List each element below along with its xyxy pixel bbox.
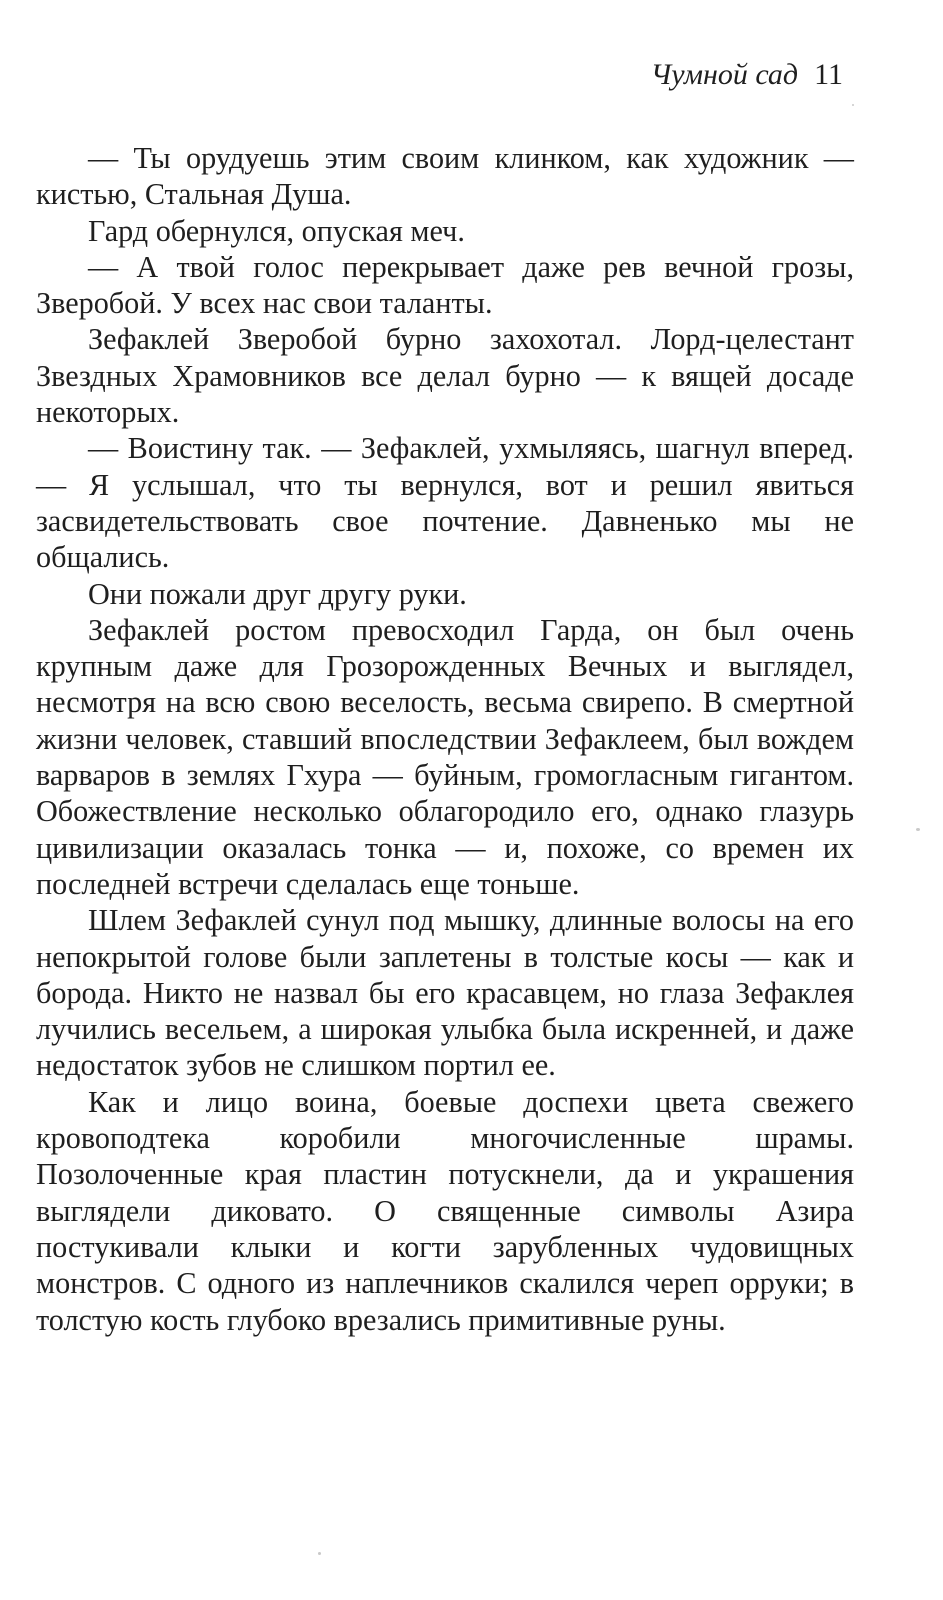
paragraph: Зефаклей ростом превосходил Гарда, он был очень крупным даже для Грозорожденных Вечных и выглядел, несмотря на всю свою веселость, весьма свирепо. В смертной жизни человек, ставший впоследствии Зефаклеем, был вождем варваров в землях Гхура — буйным, громогласным гигантом. Обожествление несколько облагородило его, однако глазурь цивилизации оказалась тонка — и, похоже, со времен их последней встречи сделалась еще тоньше. <box>36 612 854 901</box>
paragraph: Гард обернулся, опуская меч. <box>88 213 465 248</box>
paragraph: — Ты орудуешь этим своим клинком, как художник — кистью, Стальная Душа. <box>36 141 854 212</box>
paragraph: Как и лицо воина, боевые доспехи цвета свежего кровоподтека коробили многочисленные шрамы. Позолоченные края пластин потускнели, да и украшения выглядели диковато. О священные символы Азира постукивали клыки и когти зарубленных чудовищных монстров. С одного из наплечников скалился череп орруки; в толстую кость глубоко врезались примитивные руны. <box>36 1084 854 1337</box>
page-number: 11 <box>814 58 843 91</box>
running-header <box>651 58 843 92</box>
scan-speck <box>852 104 854 106</box>
scan-speck <box>318 1552 321 1555</box>
paragraph: — Воистину так. — Зефаклей, ухмыляясь, шагнул вперед. — Я услышал, что ты вернулся, вот и решил явиться засвидетельствовать свое почтение. Давненько мы не общались. <box>36 431 854 575</box>
body-text <box>36 140 854 1338</box>
paragraph: Шлем Зефаклей сунул под мышку, длинные волосы на его непокрытой голове были заплетены в толстые косы — как и борода. Никто не назвал бы его красавцем, но глаза Зефаклея лучились весельем, а широкая улыбка была искренней, и даже недостаток зубов не слишком портил ее. <box>36 903 854 1083</box>
paragraph: — А твой голос перекрывает даже рев вечной грозы, Зверобой. У всех нас свои таланты. <box>36 249 854 321</box>
paragraph: Они пожали друг другу руки. <box>88 576 467 611</box>
scan-speck <box>916 828 920 831</box>
paragraph: Зефаклей Зверобой бурно захохотал. Лорд-целестант Звездных Храмовников все делал бурно — к вящей досаде некоторых. <box>36 322 854 430</box>
book-title: Чумной сад <box>650 58 799 91</box>
